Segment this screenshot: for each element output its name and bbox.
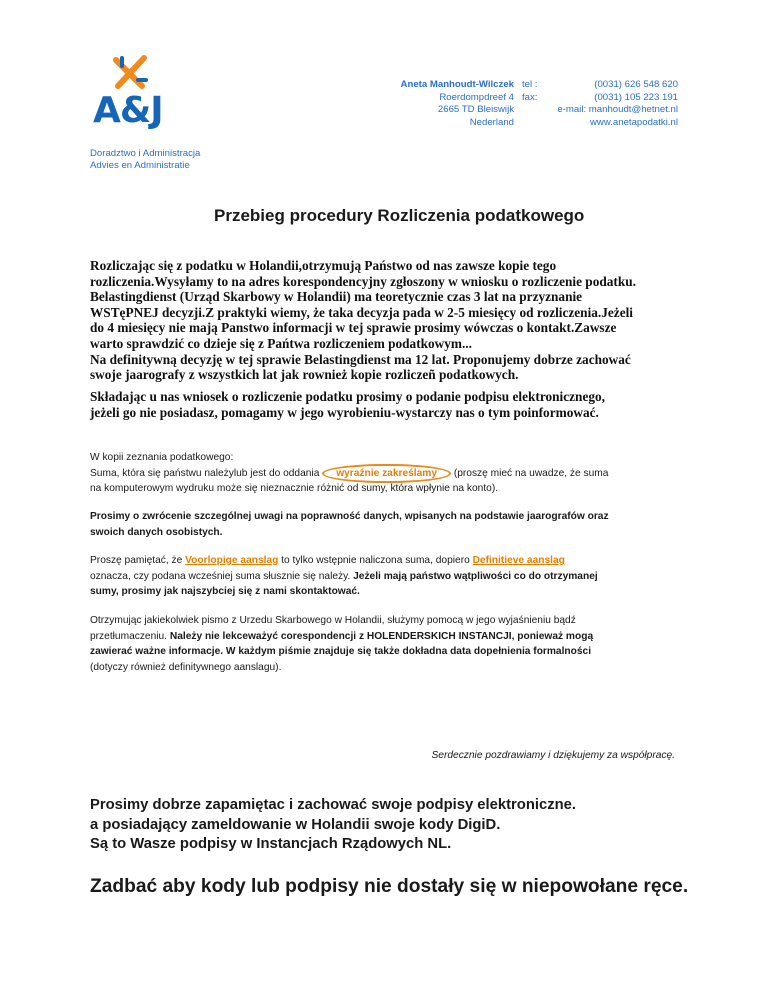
tagline-polish: Doradztwo i Administracja xyxy=(90,148,201,159)
correspondence-section xyxy=(90,613,690,675)
notice-line: swoich danych osobistych. xyxy=(90,526,223,538)
sender-country: Nederland xyxy=(469,116,514,128)
tax-copy-text-b: (proszę mieć na uwadze, że suma xyxy=(451,467,609,479)
voorlopige-aanslag-link[interactable]: Voorlopige aanslag xyxy=(185,555,279,566)
sender-name: Aneta Manhoudt-Wilczek xyxy=(400,79,514,90)
closing-regards: Serdecznie pozdrawiamy i dziękujemy za współpracę. xyxy=(431,750,675,761)
aanslag-text-d: Jeżeli mają państwo wątpliwości co do otrzymanej xyxy=(353,570,598,582)
tax-copy-heading: W kopii zeznania podatkowego: xyxy=(90,452,234,463)
signature-line: jeżeli go nie posiadasz, pomagamy w jego wyrobieniu-wystarczy nas o tym poinformować. xyxy=(90,404,599,420)
aanslag-line: sumy, prosimy jak najszybciej się z nami skontaktować. xyxy=(90,586,360,597)
company-tagline xyxy=(90,148,200,172)
correspondence-text-b: Należy nie lekceważyć corespondencji z HOLENDERSKICH INSTANCJI, ponieważ mogą xyxy=(169,630,594,642)
intro-line: Na definitywną decyzję w tej sprawie Belastingdienst ma 12 lat. Proponujemy dobrze zachować xyxy=(90,351,631,367)
intro-line: do 4 miesięcy nie mają Panstwo informacji w tej sprawie prosimy wówczas o kontakt.Zawsze xyxy=(90,320,617,336)
tel-row xyxy=(522,79,678,92)
closing-line: a posiadający zameldowanie w Holandii swoje kody DigiD. xyxy=(90,816,501,833)
fax-value: (0031) 105 223 191 xyxy=(594,91,678,103)
intro-paragraph xyxy=(90,258,690,383)
notice-line: Prosimy o zwrócenie szczególnej uwagi na poprawność danych, wpisanych na podstawie jaarografów oraz xyxy=(90,511,609,522)
fax-row xyxy=(522,92,678,105)
highlighted-phrase: wyraźnie zakreślamy xyxy=(322,464,451,484)
email-row xyxy=(522,104,678,117)
intro-line: Belastingdienst (Urząd Skarbowy w Holandii) ma teoretycznie czas 3 lat na przyznanie xyxy=(90,289,583,305)
intro-line: WSTęPNEJ decyzji.Z praktyki wiemy, że taka decyzja pada w 2-5 miesięcy od rozliczenia.Jeżeli xyxy=(90,304,633,320)
closing-line: Są to Wasze podpisy w Instancjach Rządowych NL. xyxy=(90,836,452,852)
contact-block xyxy=(522,79,678,129)
sender-city: 2665 TD Bleiswijk xyxy=(437,104,514,115)
data-accuracy-notice xyxy=(90,509,690,540)
logo-cross-mark xyxy=(116,58,146,86)
signature-line: Składając u nas wniosek o rozliczenie podatku prosimy o podanie podpisu elektronicznego, xyxy=(90,389,605,404)
correspondence-line: (dotyczy również definitywnego aanslagu). xyxy=(90,661,282,673)
final-warning: Zadbać aby kody lub podpisy nie dostały się w niepowołane ręce. xyxy=(90,876,689,897)
aanslag-section xyxy=(90,553,690,600)
correspondence-text-a: przetłumaczeniu. xyxy=(90,630,170,642)
definitieve-aanslag-link[interactable]: Definitieve aanslag xyxy=(472,555,565,566)
intro-line: warto sprawdzić co dzieje się z Pańtwa rozliczeniem podatkowym... xyxy=(90,335,472,351)
aanslag-line xyxy=(90,553,690,569)
fax-label: fax: xyxy=(522,91,538,103)
intro-line: rozliczenia.Wysyłamy to na adres korespondencyjny zgłoszony w wniosku o rozliczenie podatku. xyxy=(90,273,636,289)
correspondence-line: Otrzymując jakiekolwiek pismo z Urzedu Skarbowego w Holandii, służymy pomocą w jego wyjaśnieniu bądź xyxy=(90,615,576,626)
sender-address xyxy=(360,79,514,129)
logo-text: A&J xyxy=(93,90,163,131)
intro-line: swoje jaarografy z wszystkich lat jak rownież kopie rozliczeñ podatkowych. xyxy=(90,367,519,383)
website-link[interactable]: www.anetapodatki.nl xyxy=(590,116,678,128)
aanslag-line xyxy=(90,569,690,585)
correspondence-line xyxy=(90,629,690,645)
document-title: Przebieg procedury Rozliczenia podatkowego xyxy=(214,206,585,225)
email-link[interactable]: e-mail: manhoudt@hetnet.nl xyxy=(557,104,678,115)
website-row xyxy=(522,117,678,130)
sender-street: Roerdompdreef 4 xyxy=(439,91,514,103)
intro-line: Rozliczając się z podatku w Holandii,otrzymują Państwo od nas zawsze kopie tego xyxy=(90,258,557,273)
closing-reminder xyxy=(90,796,576,855)
aanslag-text-b: to tylko wstępnie naliczona suma, dopiero xyxy=(278,555,473,566)
aanslag-text-c: oznacza, czy podana wcześniej suma słusznie się należy. xyxy=(90,570,354,582)
correspondence-line: zawierać ważne informacje. W każdym piśmie znajduje się także dokładna data dopełnienia formalności xyxy=(90,646,592,657)
signature-paragraph xyxy=(90,389,690,420)
aanslag-text-a: Proszę pamiętać, że xyxy=(90,555,186,566)
tax-copy-line: na komputerowym wydruku może się nieznacznie różnić od sumy, która wpłynie na konto). xyxy=(90,483,499,494)
tax-copy-section xyxy=(90,450,690,497)
tax-copy-line xyxy=(90,466,690,482)
closing-line: Prosimy dobrze zapamiętac i zachować swoje podpisy elektroniczne. xyxy=(90,797,576,813)
tel-label: tel : xyxy=(522,79,538,90)
tagline-dutch: Advies en Administratie xyxy=(90,160,190,171)
tel-value: (0031) 626 548 620 xyxy=(594,79,678,90)
tax-copy-text-a: Suma, która się państwu należylub jest do oddania xyxy=(90,467,320,479)
